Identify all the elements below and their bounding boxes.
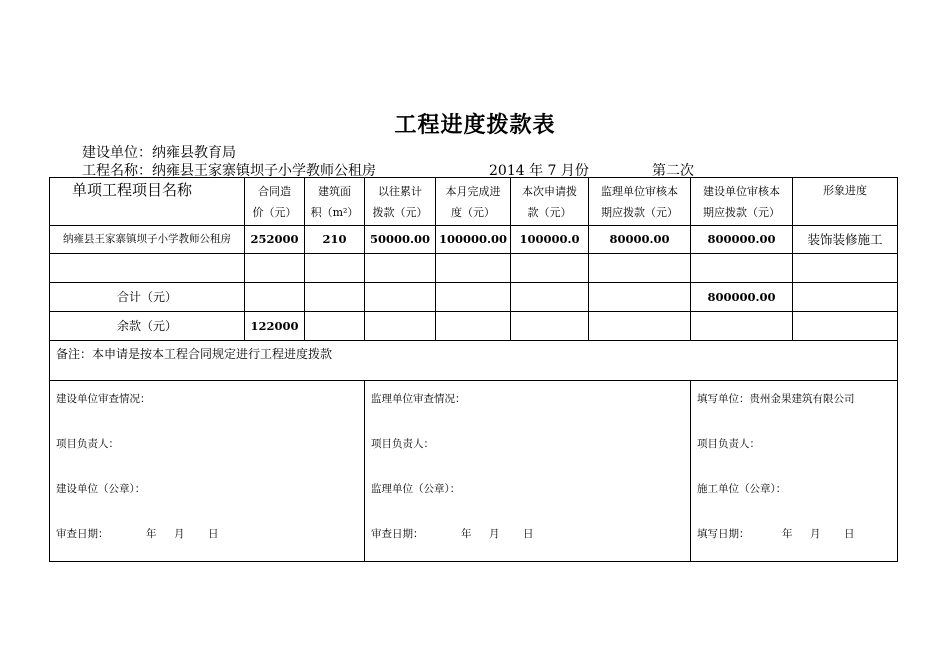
header-item-name: 单项工程项目名称 [50, 178, 245, 226]
header-row [50, 178, 898, 226]
header-area: 建筑面 积（m²） [305, 178, 365, 226]
contractor-date-year: 年 [782, 528, 793, 540]
header-cumulative: 以往累计 拨款（元） [365, 178, 436, 226]
owner-date-year: 年 [146, 528, 157, 540]
supervisor-seal-label: 监理单位（公章）： [371, 483, 461, 495]
project-item-name: 纳雍县王家寨镇坝子小学教师公租房 [50, 226, 245, 254]
report-month: 2014 年 7 月份 [489, 163, 589, 179]
supervisor-review-label: 监理单位审查情况： [371, 393, 466, 405]
supervisor-review-value: 80000.00 [589, 226, 691, 254]
owner-signature-block [50, 381, 365, 562]
contractor-seal-label: 施工单位（公章）： [697, 483, 787, 495]
project-name: 工程名称：纳雍县王家寨镇坝子小学教师公租房 [82, 163, 376, 179]
remark-text: 备注：本申请是按本工程合同规定进行工程进度拨款 [50, 341, 898, 381]
contractor-signature-block [691, 381, 898, 562]
owner-seal-label: 建设单位（公章）： [56, 483, 146, 495]
header-apply: 本次申请拨 款（元） [511, 178, 589, 226]
owner-review-value: 800000.00 [691, 226, 793, 254]
progress-payment-table [49, 177, 898, 562]
progress-value: 装饰装修施工 [793, 226, 898, 254]
cumulative-value: 50000.00 [365, 226, 436, 254]
owner-leader-label: 项目负责人： [56, 438, 119, 450]
supervisor-date-label: 审查日期： [371, 528, 424, 540]
balance-value: 122000 [245, 312, 305, 341]
table-row [50, 226, 898, 254]
header-month-done: 本月完成进 度（元） [436, 178, 511, 226]
contractor-date-day: 日 [844, 528, 855, 540]
contractor-leader-label: 项目负责人： [697, 438, 760, 450]
supervisor-date-day: 日 [523, 528, 534, 540]
owner-review-label: 建设单位审查情况： [56, 393, 151, 405]
owner-date-label: 审查日期： [56, 528, 109, 540]
document-title: 工程进度拨款表 [394, 113, 556, 138]
apply-value: 100000.0 [511, 226, 589, 254]
total-owner-review-value: 800000.00 [691, 283, 793, 312]
header-contract-price: 合同造 价（元） [245, 178, 305, 226]
balance-label: 余款（元） [50, 312, 245, 341]
supervisor-leader-label: 项目负责人： [371, 438, 434, 450]
owner-date-day: 日 [208, 528, 219, 540]
header-supervisor-review: 监理单位审核本 期应拨款（元） [589, 178, 691, 226]
month-done-value: 100000.00 [436, 226, 511, 254]
owner-date-month: 月 [174, 528, 185, 540]
empty-row [50, 254, 898, 283]
header-owner-review: 建设单位审核本 期应拨款（元） [691, 178, 793, 226]
signature-row [50, 381, 898, 562]
supervisor-date-year: 年 [461, 528, 472, 540]
contractor-date-label: 填写日期： [697, 528, 750, 540]
remark-row [50, 341, 898, 381]
total-row [50, 283, 898, 312]
balance-row [50, 312, 898, 341]
contractor-date-month: 月 [810, 528, 821, 540]
contract-price-value: 252000 [245, 226, 305, 254]
supervisor-date-month: 月 [489, 528, 500, 540]
area-value: 210 [305, 226, 365, 254]
contractor-unit-label: 填写单位：贵州金果建筑有限公司 [697, 393, 855, 405]
supervisor-signature-block [365, 381, 691, 562]
header-progress: 形象进度 [793, 178, 898, 226]
total-label: 合计（元） [50, 283, 245, 312]
report-sequence: 第二次 [652, 163, 694, 179]
build-unit-line: 建设单位：纳雍县教育局 [82, 145, 236, 161]
